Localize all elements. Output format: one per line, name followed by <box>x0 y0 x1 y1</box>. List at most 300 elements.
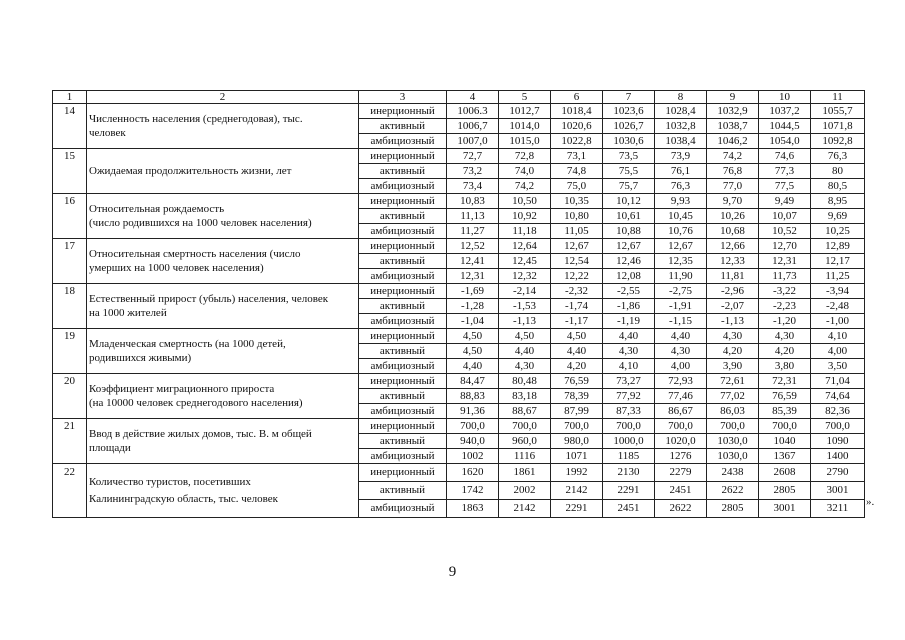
value-cell: 1015,0 <box>499 134 551 149</box>
table-row <box>53 284 865 299</box>
value-cell: 12,22 <box>551 269 603 284</box>
value-cell: 86,03 <box>707 404 759 419</box>
value-cell: 1023,6 <box>603 104 655 119</box>
value-cell: 1000,0 <box>603 434 655 449</box>
value-cell: 74,64 <box>811 389 865 404</box>
value-cell: 11,90 <box>655 269 707 284</box>
indicator-name <box>87 374 359 419</box>
value-cell: 80,48 <box>499 374 551 389</box>
value-cell: 76,3 <box>655 179 707 194</box>
value-cell: 2438 <box>707 464 759 482</box>
value-cell: 3,50 <box>811 359 865 374</box>
row-number: 18 <box>53 284 87 329</box>
value-cell: 1276 <box>655 449 707 464</box>
indicator-line: Естественный прирост (убыль) населения, человек <box>89 293 329 305</box>
value-cell: 10,83 <box>447 194 499 209</box>
scenario-label: активный <box>359 344 447 359</box>
table-body <box>53 91 865 518</box>
value-cell: 12,33 <box>707 254 759 269</box>
value-cell: 1044,5 <box>759 119 811 134</box>
value-cell: 10,88 <box>603 224 655 239</box>
value-cell: 8,95 <box>811 194 865 209</box>
value-cell: 76,59 <box>759 389 811 404</box>
table-row <box>53 104 865 119</box>
value-cell: 1022,8 <box>551 134 603 149</box>
value-cell: 10,45 <box>655 209 707 224</box>
value-cell: 1026,7 <box>603 119 655 134</box>
value-cell: 1038,7 <box>707 119 759 134</box>
value-cell: 4,40 <box>551 344 603 359</box>
value-cell: 2790 <box>811 464 865 482</box>
scenario-label: активный <box>359 209 447 224</box>
table-row <box>53 194 865 209</box>
value-cell: 80,5 <box>811 179 865 194</box>
value-cell: -1,15 <box>655 314 707 329</box>
value-cell: 77,3 <box>759 164 811 179</box>
value-cell: -1,13 <box>499 314 551 329</box>
value-cell: 10,52 <box>759 224 811 239</box>
value-cell: 980,0 <box>551 434 603 449</box>
value-cell: 12,31 <box>447 269 499 284</box>
value-cell: 77,0 <box>707 179 759 194</box>
indicator-line: площади <box>89 442 131 454</box>
indicator-name <box>87 284 359 329</box>
value-cell: 4,50 <box>551 329 603 344</box>
value-cell: 4,50 <box>499 329 551 344</box>
row-number: 17 <box>53 239 87 284</box>
value-cell: 11,27 <box>447 224 499 239</box>
value-cell: 4,50 <box>447 329 499 344</box>
value-cell: 77,46 <box>655 389 707 404</box>
indicator-name <box>87 239 359 284</box>
value-cell: 10,07 <box>759 209 811 224</box>
value-cell: -2,48 <box>811 299 865 314</box>
value-cell: 11,25 <box>811 269 865 284</box>
value-cell: 74,0 <box>499 164 551 179</box>
column-header: 6 <box>551 91 603 104</box>
value-cell: 1020,0 <box>655 434 707 449</box>
value-cell: 4,40 <box>603 329 655 344</box>
value-cell: 1090 <box>811 434 865 449</box>
scenario-label: инерционный <box>359 419 447 434</box>
value-cell: 700,0 <box>759 419 811 434</box>
value-cell: 700,0 <box>551 419 603 434</box>
value-cell: -2,96 <box>707 284 759 299</box>
indicator-line: Относительная рождаемость <box>89 203 225 215</box>
value-cell: -2,55 <box>603 284 655 299</box>
value-cell: 12,67 <box>655 239 707 254</box>
value-cell: 3001 <box>811 482 865 500</box>
row-number: 16 <box>53 194 87 239</box>
value-cell: 1006.3 <box>447 104 499 119</box>
value-cell: 12,66 <box>707 239 759 254</box>
value-cell: 11,81 <box>707 269 759 284</box>
scenario-label: амбициозный <box>359 134 447 149</box>
table-row <box>53 374 865 389</box>
value-cell: -1,20 <box>759 314 811 329</box>
value-cell: 76,59 <box>551 374 603 389</box>
value-cell: -2,07 <box>707 299 759 314</box>
value-cell: -2,75 <box>655 284 707 299</box>
value-cell: 76,8 <box>707 164 759 179</box>
row-number: 14 <box>53 104 87 149</box>
indicator-line: Калининградскую область, тыс. человек <box>89 492 278 505</box>
value-cell: 4,30 <box>499 359 551 374</box>
value-cell: 12,70 <box>759 239 811 254</box>
column-header: 8 <box>655 91 707 104</box>
value-cell: 4,20 <box>551 359 603 374</box>
value-cell: 88,67 <box>499 404 551 419</box>
value-cell: 10,80 <box>551 209 603 224</box>
value-cell: -3,22 <box>759 284 811 299</box>
value-cell: 72,93 <box>655 374 707 389</box>
value-cell: 73,27 <box>603 374 655 389</box>
value-cell: -2,23 <box>759 299 811 314</box>
value-cell: 1055,7 <box>811 104 865 119</box>
value-cell: 12,46 <box>603 254 655 269</box>
column-header: 3 <box>359 91 447 104</box>
value-cell: 940,0 <box>447 434 499 449</box>
value-cell: -1,53 <box>499 299 551 314</box>
value-cell: 77,02 <box>707 389 759 404</box>
table-row <box>53 149 865 164</box>
scenario-label: активный <box>359 389 447 404</box>
value-cell: 74,8 <box>551 164 603 179</box>
value-cell: 2608 <box>759 464 811 482</box>
value-cell: -1,17 <box>551 314 603 329</box>
value-cell: 77,92 <box>603 389 655 404</box>
indicator-line: на 1000 жителей <box>89 307 167 319</box>
value-cell: 80 <box>811 164 865 179</box>
value-cell: 4,00 <box>811 344 865 359</box>
value-cell: 1046,2 <box>707 134 759 149</box>
indicator-name <box>87 194 359 239</box>
value-cell: 12,64 <box>499 239 551 254</box>
indicator-line: человек <box>89 127 126 139</box>
value-cell: 10,26 <box>707 209 759 224</box>
row-number: 20 <box>53 374 87 419</box>
indicator-name <box>87 104 359 149</box>
value-cell: 700,0 <box>707 419 759 434</box>
value-cell: 72,7 <box>447 149 499 164</box>
value-cell: 4,00 <box>655 359 707 374</box>
value-cell: 82,36 <box>811 404 865 419</box>
indicator-line: Ожидаемая продолжительность жизни, лет <box>89 165 292 177</box>
value-cell: 12,52 <box>447 239 499 254</box>
value-cell: 73,1 <box>551 149 603 164</box>
column-header: 10 <box>759 91 811 104</box>
table-row <box>53 419 865 434</box>
indicator-name <box>87 149 359 194</box>
table-row <box>53 239 865 254</box>
value-cell: 73,2 <box>447 164 499 179</box>
value-cell: 1030,0 <box>707 434 759 449</box>
scenario-label: инерционный <box>359 104 447 119</box>
value-cell: 11,18 <box>499 224 551 239</box>
value-cell: 4,20 <box>759 344 811 359</box>
value-cell: 87,33 <box>603 404 655 419</box>
value-cell: 73,9 <box>655 149 707 164</box>
value-cell: 1007,0 <box>447 134 499 149</box>
value-cell: 1028,4 <box>655 104 707 119</box>
value-cell: -1,28 <box>447 299 499 314</box>
value-cell: 76,1 <box>655 164 707 179</box>
value-cell: 1002 <box>447 449 499 464</box>
indicator-line: Ввод в действие жилых домов, тыс. В. м общей <box>89 428 312 440</box>
value-cell: 11,13 <box>447 209 499 224</box>
value-cell: 1992 <box>551 464 603 482</box>
row-number: 22 <box>53 464 87 518</box>
table-row <box>53 329 865 344</box>
value-cell: -2,14 <box>499 284 551 299</box>
value-cell: 75,0 <box>551 179 603 194</box>
indicator-line: родившихся живыми) <box>89 352 192 364</box>
value-cell: 91,36 <box>447 404 499 419</box>
value-cell: 3211 <box>811 500 865 518</box>
value-cell: 87,99 <box>551 404 603 419</box>
value-cell: 4,10 <box>811 329 865 344</box>
value-cell: 74,2 <box>499 179 551 194</box>
scenario-label: активный <box>359 299 447 314</box>
value-cell: 2291 <box>551 500 603 518</box>
row-number: 21 <box>53 419 87 464</box>
value-cell: 1020,6 <box>551 119 603 134</box>
row-number: 15 <box>53 149 87 194</box>
value-cell: 4,40 <box>655 329 707 344</box>
scenario-label: амбициозный <box>359 500 447 518</box>
value-cell: -1,69 <box>447 284 499 299</box>
value-cell: 2805 <box>707 500 759 518</box>
scenario-label: амбициозный <box>359 314 447 329</box>
value-cell: 2002 <box>499 482 551 500</box>
value-cell: 3,90 <box>707 359 759 374</box>
column-header: 9 <box>707 91 759 104</box>
value-cell: 1054,0 <box>759 134 811 149</box>
scenario-label: амбициозный <box>359 359 447 374</box>
value-cell: 2142 <box>499 500 551 518</box>
value-cell: -1,91 <box>655 299 707 314</box>
value-cell: 1071 <box>551 449 603 464</box>
value-cell: 1032,9 <box>707 104 759 119</box>
indicator-name <box>87 464 359 518</box>
value-cell: -1,13 <box>707 314 759 329</box>
value-cell: 1006,7 <box>447 119 499 134</box>
value-cell: 10,35 <box>551 194 603 209</box>
scenario-label: активный <box>359 434 447 449</box>
value-cell: 960,0 <box>499 434 551 449</box>
value-cell: 73,5 <box>603 149 655 164</box>
indicator-line: Коэффициент миграционного прироста <box>89 383 275 395</box>
scenario-label: амбициозный <box>359 449 447 464</box>
indicator-line: умерших на 1000 человек населения) <box>89 262 264 274</box>
indicator-name <box>87 419 359 464</box>
value-cell: 88,83 <box>447 389 499 404</box>
value-cell: 12,67 <box>603 239 655 254</box>
scenario-label: амбициозный <box>359 224 447 239</box>
value-cell: 77,5 <box>759 179 811 194</box>
page-number: 9 <box>448 564 457 580</box>
value-cell: 12,54 <box>551 254 603 269</box>
scenario-label: инерционный <box>359 464 447 482</box>
value-cell: 76,3 <box>811 149 865 164</box>
value-cell: -2,32 <box>551 284 603 299</box>
table-row <box>53 464 865 482</box>
scenario-label: амбициозный <box>359 269 447 284</box>
value-cell: 1030,6 <box>603 134 655 149</box>
value-cell: 2279 <box>655 464 707 482</box>
value-cell: 72,61 <box>707 374 759 389</box>
scenario-label: активный <box>359 119 447 134</box>
value-cell: 2805 <box>759 482 811 500</box>
value-cell: 2451 <box>603 500 655 518</box>
value-cell: 78,39 <box>551 389 603 404</box>
closing-quote-mark: ». <box>866 496 875 508</box>
indicator-line: Численность населения (среднегодовая), тыс. <box>89 113 303 125</box>
value-cell: 700,0 <box>655 419 707 434</box>
column-header: 2 <box>87 91 359 104</box>
scenario-label: активный <box>359 482 447 500</box>
value-cell: 12,41 <box>447 254 499 269</box>
value-cell: -1,00 <box>811 314 865 329</box>
value-cell: 12,08 <box>603 269 655 284</box>
scenario-label: инерционный <box>359 374 447 389</box>
value-cell: 75,5 <box>603 164 655 179</box>
value-cell: 85,39 <box>759 404 811 419</box>
value-cell: 4,30 <box>759 329 811 344</box>
indicator-line: (число родившихся на 1000 человек населения) <box>89 217 312 229</box>
value-cell: 83,18 <box>499 389 551 404</box>
value-cell: 4,20 <box>707 344 759 359</box>
value-cell: 12,89 <box>811 239 865 254</box>
value-cell: 10,12 <box>603 194 655 209</box>
scenario-label: амбициозный <box>359 179 447 194</box>
value-cell: 10,92 <box>499 209 551 224</box>
value-cell: 10,50 <box>499 194 551 209</box>
value-cell: 9,69 <box>811 209 865 224</box>
value-cell: 86,67 <box>655 404 707 419</box>
value-cell: 1400 <box>811 449 865 464</box>
scenario-label: инерционный <box>359 239 447 254</box>
value-cell: 3001 <box>759 500 811 518</box>
value-cell: 4,30 <box>707 329 759 344</box>
value-cell: 9,93 <box>655 194 707 209</box>
value-cell: 2130 <box>603 464 655 482</box>
value-cell: 10,25 <box>811 224 865 239</box>
value-cell: 2622 <box>655 500 707 518</box>
row-number: 19 <box>53 329 87 374</box>
value-cell: 1620 <box>447 464 499 482</box>
indicator-name <box>87 329 359 374</box>
value-cell: 4,30 <box>655 344 707 359</box>
value-cell: 1742 <box>447 482 499 500</box>
scenario-label: активный <box>359 164 447 179</box>
value-cell: 1071,8 <box>811 119 865 134</box>
value-cell: 9,49 <box>759 194 811 209</box>
value-cell: 700,0 <box>811 419 865 434</box>
value-cell: -1,74 <box>551 299 603 314</box>
value-cell: 1185 <box>603 449 655 464</box>
value-cell: 1030,0 <box>707 449 759 464</box>
value-cell: 4,30 <box>603 344 655 359</box>
value-cell: 1032,8 <box>655 119 707 134</box>
value-cell: 4,10 <box>603 359 655 374</box>
value-cell: 2142 <box>551 482 603 500</box>
indicator-line: Младенческая смертность (на 1000 детей, <box>89 338 286 350</box>
value-cell: 1863 <box>447 500 499 518</box>
value-cell: 2451 <box>655 482 707 500</box>
value-cell: 10,76 <box>655 224 707 239</box>
value-cell: 1040 <box>759 434 811 449</box>
value-cell: 4,50 <box>447 344 499 359</box>
value-cell: -1,86 <box>603 299 655 314</box>
value-cell: 3,80 <box>759 359 811 374</box>
column-header: 7 <box>603 91 655 104</box>
value-cell: 1014,0 <box>499 119 551 134</box>
value-cell: 72,8 <box>499 149 551 164</box>
value-cell: 12,31 <box>759 254 811 269</box>
column-header: 5 <box>499 91 551 104</box>
value-cell: 2622 <box>707 482 759 500</box>
scenario-label: инерционный <box>359 329 447 344</box>
header-row <box>53 91 865 104</box>
column-header: 1 <box>53 91 87 104</box>
value-cell: 1367 <box>759 449 811 464</box>
indicator-line: (на 10000 человек среднегодового населения) <box>89 397 303 409</box>
column-header: 4 <box>447 91 499 104</box>
value-cell: 11,05 <box>551 224 603 239</box>
value-cell: 1012,7 <box>499 104 551 119</box>
value-cell: 4,40 <box>499 344 551 359</box>
value-cell: 1092,8 <box>811 134 865 149</box>
value-cell: -3,94 <box>811 284 865 299</box>
value-cell: 700,0 <box>603 419 655 434</box>
value-cell: 10,61 <box>603 209 655 224</box>
value-cell: 12,35 <box>655 254 707 269</box>
value-cell: 74,6 <box>759 149 811 164</box>
scenario-label: инерционный <box>359 284 447 299</box>
value-cell: 12,32 <box>499 269 551 284</box>
scenario-label: инерционный <box>359 194 447 209</box>
value-cell: 12,45 <box>499 254 551 269</box>
value-cell: 84,47 <box>447 374 499 389</box>
value-cell: -1,04 <box>447 314 499 329</box>
value-cell: 10,68 <box>707 224 759 239</box>
scenario-label: активный <box>359 254 447 269</box>
value-cell: 71,04 <box>811 374 865 389</box>
indicator-line: Относительная смертность населения (число <box>89 248 301 260</box>
value-cell: 11,73 <box>759 269 811 284</box>
value-cell: 4,40 <box>447 359 499 374</box>
value-cell: 12,17 <box>811 254 865 269</box>
value-cell: -1,19 <box>603 314 655 329</box>
value-cell: 1038,4 <box>655 134 707 149</box>
value-cell: 74,2 <box>707 149 759 164</box>
value-cell: 9,70 <box>707 194 759 209</box>
value-cell: 75,7 <box>603 179 655 194</box>
value-cell: 2291 <box>603 482 655 500</box>
column-header: 11 <box>811 91 865 104</box>
value-cell: 1861 <box>499 464 551 482</box>
scenario-label: амбициозный <box>359 404 447 419</box>
indicator-line: Количество туристов, посетивших <box>89 475 251 488</box>
value-cell: 700,0 <box>499 419 551 434</box>
value-cell: 72,31 <box>759 374 811 389</box>
value-cell: 1018,4 <box>551 104 603 119</box>
value-cell: 12,67 <box>551 239 603 254</box>
value-cell: 700,0 <box>447 419 499 434</box>
value-cell: 73,4 <box>447 179 499 194</box>
value-cell: 1116 <box>499 449 551 464</box>
